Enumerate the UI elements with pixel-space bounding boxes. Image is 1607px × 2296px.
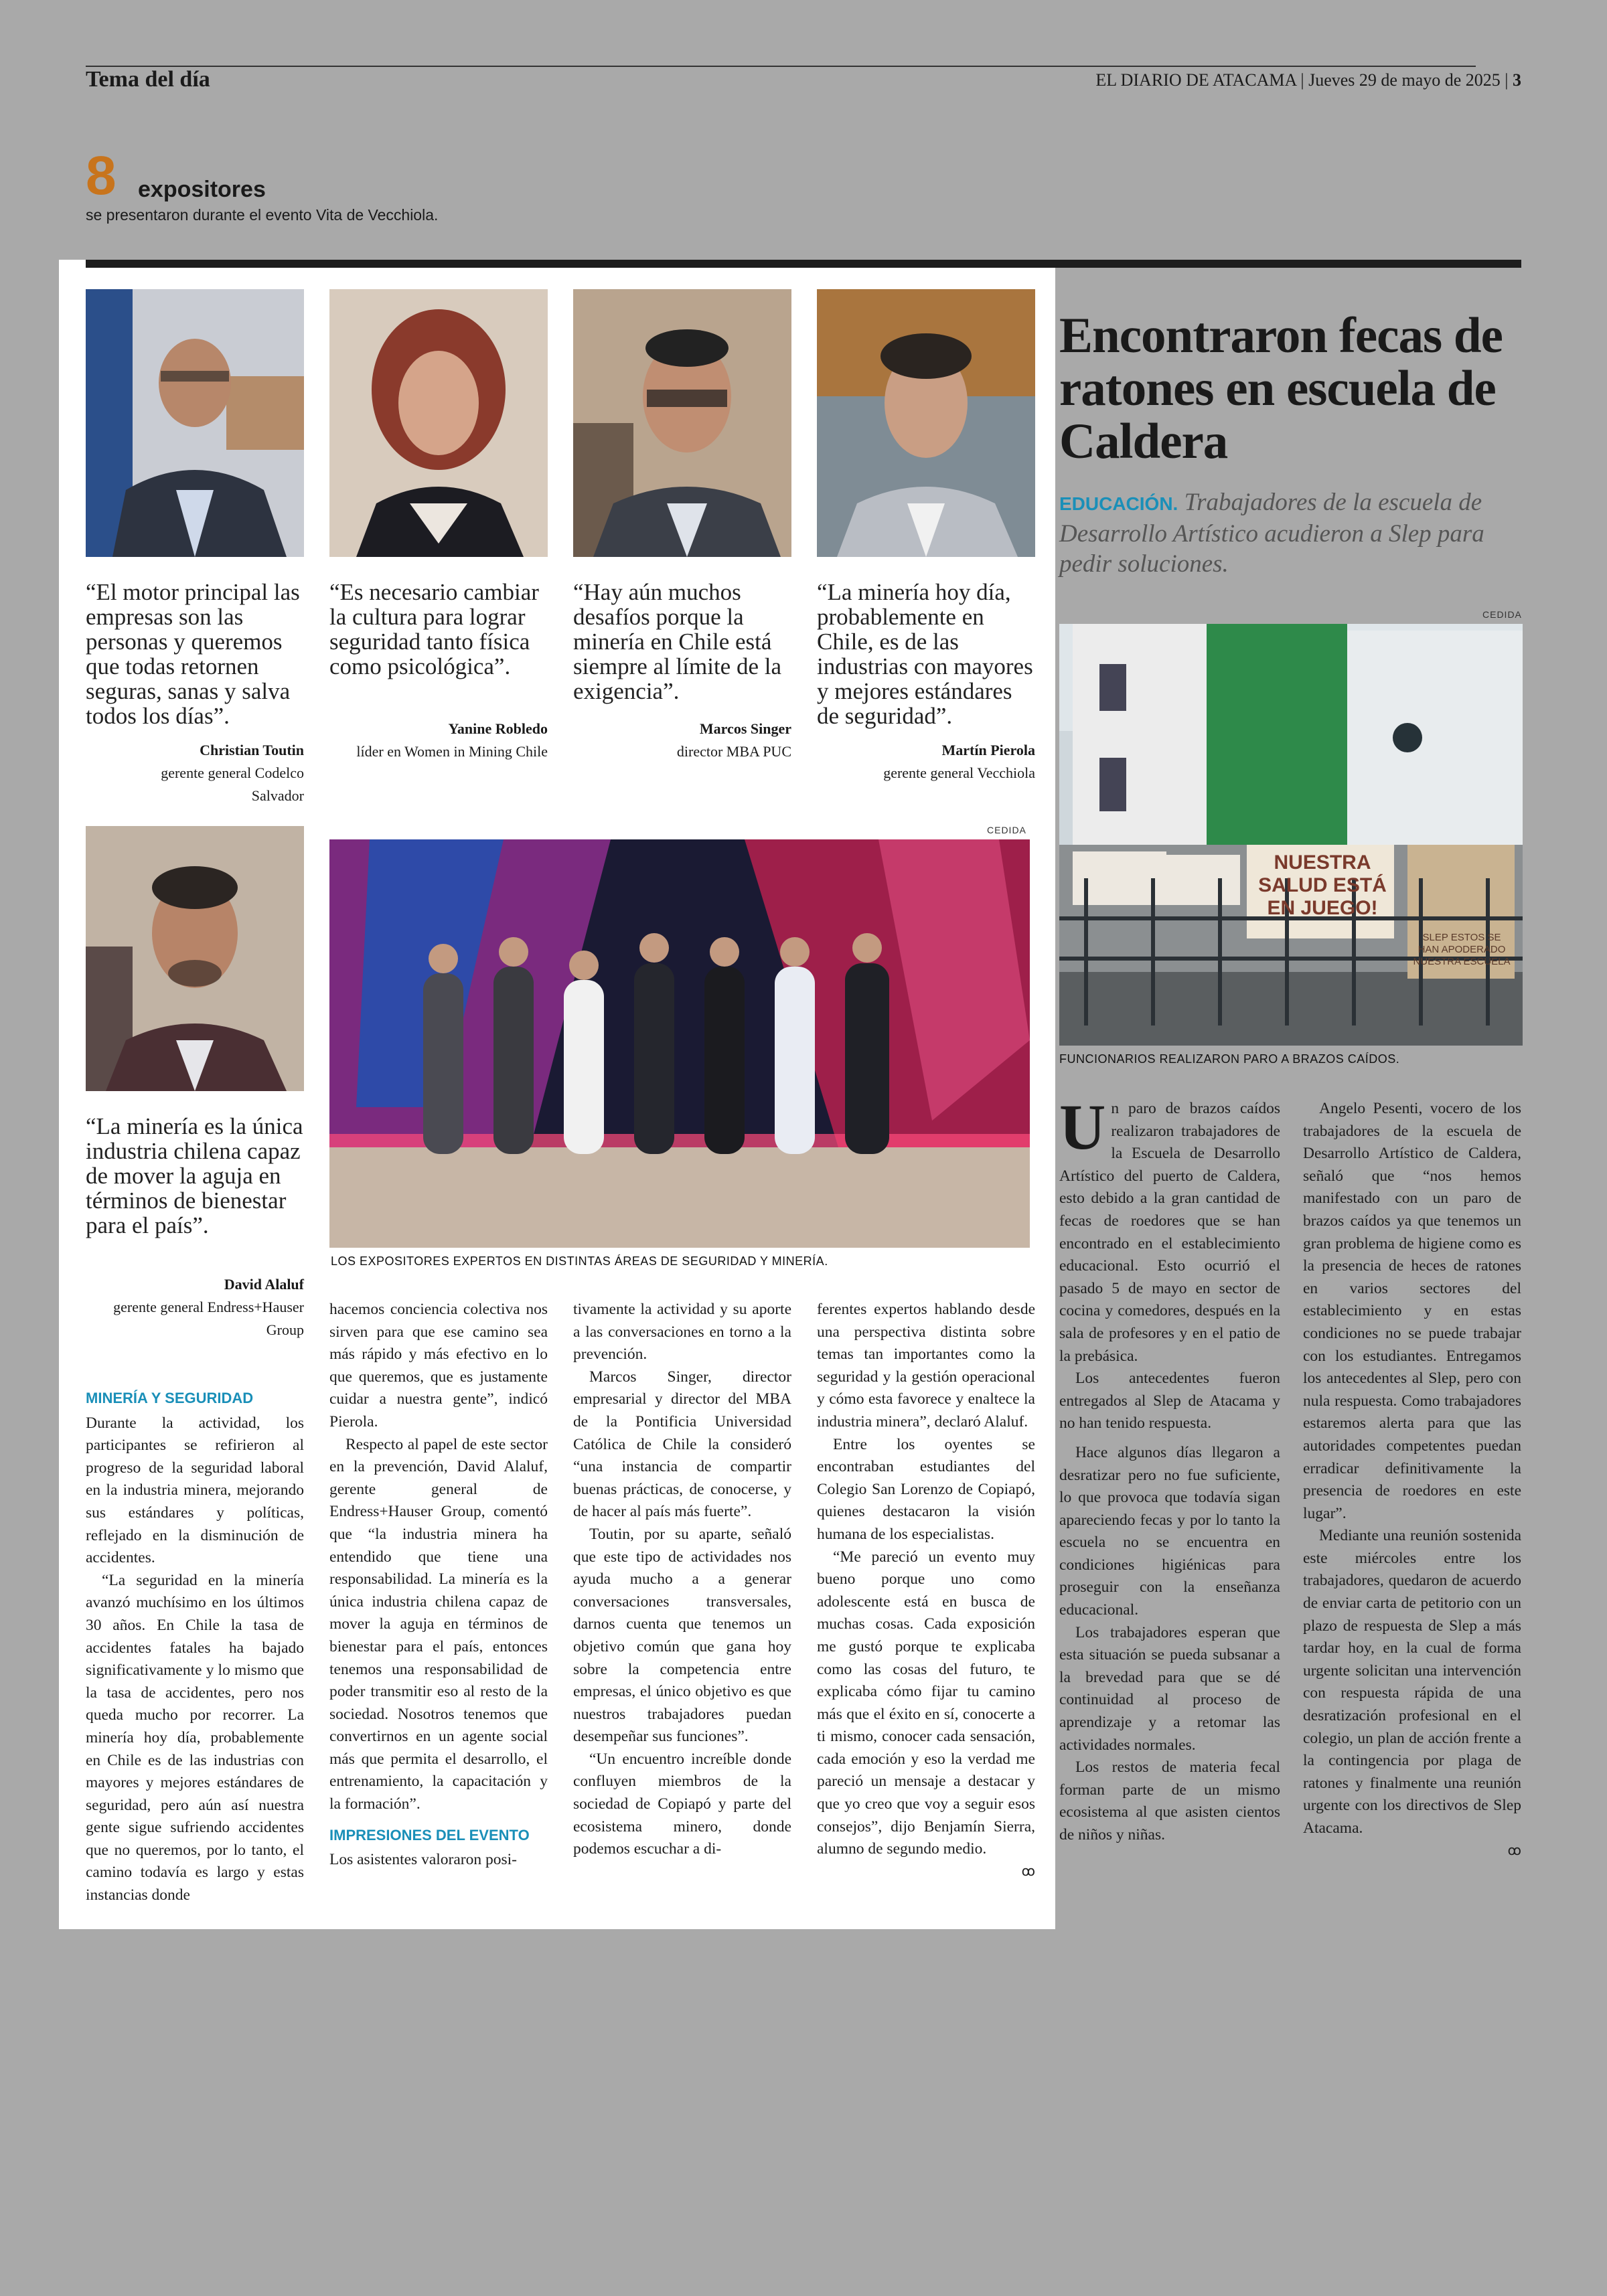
- portrait-photo: [573, 289, 791, 557]
- end-mark: ꝏ: [1021, 1864, 1035, 1879]
- section-label: Tema del día: [86, 67, 210, 92]
- end-mark: ꝏ: [1507, 1843, 1521, 1858]
- portrait-photo: [86, 826, 304, 1091]
- protest-sign: NUESTRA SALUD ESTÁ EN JUEGO!: [1258, 851, 1387, 919]
- speaker-name: Christian Toutin: [200, 742, 304, 758]
- article-column: tivamente la actividad y su aporte a las conversaciones en torno a la prevención. Marcos Singer, director empresarial y director del MBA de la Pontificia Universidad Católica de Chile la consideró “una instancia de compartir buenas prácticas, de conocerse, y de hacer al país más fuerte”. Toutin, por su aparte, señaló que este tipo de actividades nos ayuda mucho a a generar conversaciones transversales, darnos cuenta que tenemos un objetivo común que gana hoy sobre la competencia entre empresas, el único objetivo es que nuestros trabajadores puedan desempeñar sus funciones”. “Un encuentro increíble donde confluyen miembros de la sociedad de Copiapó y parte del ecosistema minero, donde podemos escuchar a di-: [573, 1301, 791, 1858]
- section-heading: MINERÍA Y SEGURIDAD: [86, 1390, 254, 1406]
- speaker-quote: “La minería es la única industria chilena capaz de mover la aguja en términos de bienestar para el país”.: [86, 1113, 303, 1238]
- school-photo-caption: FUNCIONARIOS REALIZARON PARO A BRAZOS CAÍDOS.: [1059, 1052, 1400, 1066]
- dropcap: U: [1059, 1091, 1106, 1163]
- top-thick-rule: [86, 260, 1521, 268]
- speaker-role: director MBA PUC: [676, 743, 791, 760]
- issue-date: Jueves 29 de mayo de 2025: [1308, 70, 1501, 90]
- stat-subtitle: se presentaron durante el evento Vita de Vecchiola.: [86, 206, 439, 224]
- speaker-name: Marcos Singer: [699, 720, 791, 737]
- header-masthead: EL DIARIO DE ATACAMA | Jueves 29 de mayo de 2025 | 3: [1095, 70, 1521, 90]
- speaker-role: gerente general Vecchiola: [883, 764, 1035, 781]
- speaker-quote: “La minería hoy día, probablemente en Chile, es de las industrias con mayores y mejores estándares de seguridad”.: [817, 579, 1033, 729]
- article-kicker: EDUCACIÓN.: [1059, 493, 1178, 514]
- stat-label: expositores: [138, 177, 266, 202]
- group-photo: [329, 839, 1030, 1248]
- paper-name: EL DIARIO DE ATACAMA: [1095, 70, 1296, 90]
- photo-credit: CEDIDA: [1482, 609, 1522, 620]
- article-column: MINERÍA Y SEGURIDAD Durante la actividad, los participantes se refirieron al progreso de la seguridad laboral en la industria minera, mejorando sus estándares y políticas, reflejado en la disminución de accidentes. “La seguridad en la minería avanzó muchísimo en los últimos 30 años. En Chile la tasa de accidentes fatales ha bajado significativamente y lo mismo que la tasa de accidentes, pero nos queda mucho por recorrer. La minería hoy día, probablemente en Chile es de las industrias con mayores y mejores estándares de seguridad, pero aún así nuestra gente sigue sufriendo accidentes que no queremos, por lo tanto, el camino todavía es largo y estas instancias donde: [86, 1387, 304, 1907]
- section-heading: IMPRESIONES DEL EVENTO: [329, 1826, 530, 1843]
- portrait-photo: [329, 289, 548, 557]
- speaker-role: líder en Women in Mining Chile: [356, 743, 548, 760]
- speaker-name: Yanine Robledo: [448, 720, 548, 737]
- header-rule: [86, 66, 1476, 67]
- speaker-quote: “Es necesario cambiar la cultura para lograr seguridad tanto física como psicológica”.: [329, 579, 539, 679]
- school-photo: [1059, 624, 1523, 1046]
- page-number: 3: [1513, 70, 1521, 90]
- article-column: ferentes expertos hablando desde una perspectiva distinta sobre temas tan importantes como la seguridad y la gestión operacional y cómo esta favorece y enaltece la industria minera”, declaró Alaluf. Entre los oyentes se encontraban estudiantes del Colegio San Lorenzo de Copiapó, quienes destacaron la visión humana de los especialistas. “Me pareció un evento muy bueno porque uno como adolescente está en busca de muchas cosas. Cada exposición me gustó porque te explicaba como las cosas del futuro, te explicaba cómo fijar tu camino más que el éxito en sí, conocerte a ti mismo, conocer cada sensación, cada emoción y eso la verdad me pareció un mensaje a destacar y que yo creo que voy a seguir esos consejos”, dijo Benjamín Sierra, alumno de segundo medio. ꝏ: [817, 1299, 1035, 1883]
- portrait-photo: [86, 289, 304, 557]
- stat-number: 8: [86, 145, 117, 206]
- speaker-role: gerente general Endress+Hauser Group: [113, 1299, 304, 1338]
- speaker-quote: “Hay aún muchos desafíos porque la minería en Chile está siempre al límite de la exigencia”.: [573, 579, 782, 704]
- speaker-role: gerente general Codelco Salvador: [161, 764, 304, 804]
- article-deck: EDUCACIÓN. Trabajadores de la escuela de Desarrollo Artístico acudieron a Slep para pedir soluciones.: [1059, 489, 1484, 578]
- photo-credit: CEDIDA: [987, 825, 1026, 835]
- article-column: Angelo Pesenti, vocero de los trabajadores de la escuela de Desarrollo Artístico de Caldera, señaló que “nos hemos manifestado con un paro de brazos caídos ya que tenemos un gran problema de higiene como es la presencia de heces de ratones en varios sectores del establecimiento y en estas condiciones no se puede trabajar con los estudiantes. Entregamos los antecedentes al Slep, pero con nula respuesta. Como trabajadores estaremos alerta para que las autoridades competentes puedan erradicar definitivamente la presencia de roedores en este lugar”. Mediante una reunión sostenida este miércoles entre los trabajadores, quedaron de acuerdo de enviar carta de petitorio con un plazo de respuesta de Slep a más tardar hoy, en la cual de forma urgente solicitan una intervención con respuesta rápida de una desratización profesional en el colegio, un plan de acción frente a la contingencia por plaga de ratones y finalmente una reunión urgente con los directivos de Slep Atacama. ꝏ: [1303, 1098, 1521, 1862]
- article-column: Un paro de brazos caídos realizaron trabajadores de la Escuela de Desarrollo Artístico del puerto de Caldera, esto debido a la gran cantidad de fecas de roedores que se han encontrado en el establecimiento educacional. Esto ocurrió el pasado 5 de mayo en sector de cocina y comedores, después en la sala de profesores y en el patio de la prebásica. Los antecedentes fueron entregados al Slep de Atacama y no han tenido respuesta. Hace algunos días llegaron a desratizar pero no fue suficiente, lo que provoca que todavía sigan apareciendo fecas y por lo tanto la escuela no se encuentra en condiciones higiénicas para proseguir con la enseñanza educacional. Los trabajadores esperan que esta situación se pueda subsanar a la brevedad para que se dé continuidad al proceso de aprendizaje y a retomar las actividades normales. Los restos de materia fecal forman parte de un mismo ecosistema al que asisten cientos de niños y niñas.: [1059, 1091, 1280, 1843]
- article-headline: Encontraron fecas de ratones en escuela de Caldera: [1059, 308, 1503, 469]
- speaker-name: David Alaluf: [224, 1276, 304, 1293]
- group-photo-caption: LOS EXPOSITORES EXPERTOS EN DISTINTAS ÁREAS DE SEGURIDAD Y MINERÍA.: [331, 1254, 828, 1268]
- protest-sign: SLEP ESTOS SE HAN APODERADO NUESTRA ESCUELA: [1413, 932, 1511, 967]
- portrait-photo: [817, 289, 1035, 557]
- article-column: hacemos conciencia colectiva nos sirven para que ese camino sea más rápido y más efectivo en lo que queremos, que es justamente cuidar a nuestra gente”, indicó Pierola. Respecto al papel de este sector en la prevención, David Alaluf, gerente general de Endress+Hauser Group, comentó que “la industria minera ha entendido que tiene una responsabilidad. La minería es la única industria chilena capaz de mover la aguja en términos de bienestar para el país, entonces tenemos una responsabilidad de poder transmitir eso al resto de la sociedad. Nosotros tenemos que convertirnos en un agente social más que permita el desarrollo, el entrenamiento, la capacitación y la formación”. IMPRESIONES DEL EVENTO Los asistentes valoraron posi-: [329, 1301, 548, 1869]
- speaker-quote: “El motor principal las empresas son las personas y queremos que todas retornen seguras, sanas y salva todos los días”.: [86, 579, 300, 729]
- speaker-name: Martín Pierola: [941, 742, 1035, 758]
